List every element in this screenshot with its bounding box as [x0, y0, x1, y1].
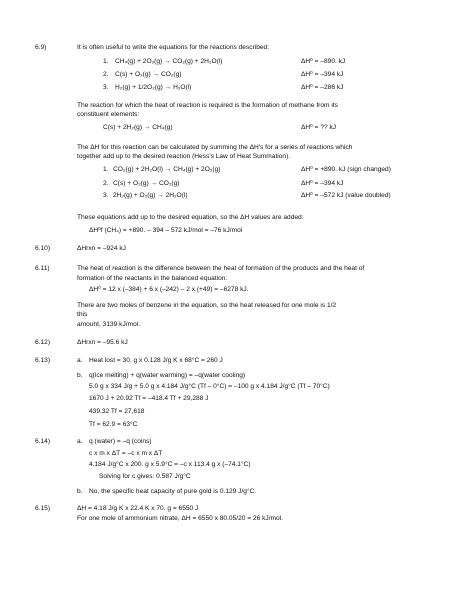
- paragraph-line: together add up to the desired reaction (Hess's Law of Heat Summation).: [77, 153, 291, 160]
- paragraph-line: The reaction for which the heat of reaction is required is the formation of methane from its: [77, 102, 338, 109]
- work-line: q (water) = –q (coins): [89, 438, 152, 445]
- part-b-answer: No, the specific heat capacity of pure gold is 0.129 J/g°C.: [89, 488, 257, 495]
- reaction-enthalpy: ΔH⁰ = –286 kJ: [301, 84, 344, 91]
- paragraph-line: this: [77, 311, 88, 318]
- work-line: Tf = 62.9 = 63°C: [89, 421, 138, 428]
- paragraph-line: The ΔH for this reaction can be calculated by summing the ΔH's for a series of reactions which: [77, 144, 353, 151]
- reaction-equation: H₂(g) + 1/2O₂(g) → H₂O(l): [115, 84, 192, 91]
- problem-number-6-15: 6.15): [35, 505, 51, 512]
- reaction-equation: 2H₂(g) + O₂(g) → 2H₂O(l): [113, 192, 188, 199]
- part-label: a.: [77, 438, 83, 445]
- target-equation: C(s) + 2H₂(g) → CH₄(g): [103, 124, 173, 131]
- reaction-label: 2.: [103, 71, 109, 78]
- work-line: For one mole of ammonium nitrate, ΔH = 6550 x 80.05/20 = 26 kJ/mol.: [77, 515, 283, 522]
- reaction-enthalpy: ΔH⁰ = +890. kJ (sign changed): [301, 166, 391, 173]
- problem-number-6-10: 6.10): [35, 245, 51, 252]
- enthalpy-equation: ΔH⁰ = 12 x (–384) + 6 x (–242) – 2 x (+49) = –6278 kJ.: [89, 286, 249, 293]
- problem-number-6-12: 6.12): [35, 339, 51, 346]
- work-line: 4.184 J/g°C x 200. g x 5.9°C = –c x 113.4 g x (–74.1°C): [89, 461, 251, 468]
- paragraph-line: The heat of reaction is the difference between the heat of formation of the products and the heat of: [77, 265, 365, 272]
- reaction-enthalpy: ΔH⁰ = –394 kJ: [301, 180, 344, 187]
- conclusion-text: These equations add up to the desired equation, so the ΔH values are added:: [77, 214, 304, 221]
- reaction-equation: C(s) + O₂(g) → CO₂(g): [115, 71, 182, 78]
- problem-6-10-answer: ΔHrxn = –924 kJ: [77, 245, 126, 252]
- reaction-enthalpy: ΔH⁰ = –394 kJ: [301, 71, 344, 78]
- reaction-label: 1.: [103, 58, 109, 65]
- reaction-equation: CH₄(g) + 2O₂(g) → CO₂(g) + 2H₂O(l): [115, 58, 223, 65]
- reaction-equation: CO₂(g) + 2H₂O(l) → CH₄(g) + 2O₂(g): [113, 166, 221, 173]
- part-a-answer: Heat lost = 30. g x 0.128 J/g K x 68°C = 260 J: [89, 357, 223, 364]
- problem-number-6-9: 6.9): [35, 44, 47, 51]
- target-enthalpy: ΔH⁰ = ?? kJ: [301, 124, 337, 131]
- problem-6-12-answer: ΔHrxn = –95.6 kJ: [77, 339, 128, 346]
- work-line: q(ice melting) + q(water warming) = –q(water cooling): [89, 372, 246, 379]
- result-equation: ΔH⁰f (CH₄) = +890. – 394 – 572 kJ/mol = –76 kJ/mol: [89, 227, 243, 234]
- problem-number-6-14: 6.14): [35, 438, 51, 445]
- work-line: c x m x ΔT = –c x m x ΔT: [89, 450, 163, 457]
- paragraph-line: constituent elements:: [77, 111, 140, 118]
- problem-number-6-13: 6.13): [35, 357, 51, 364]
- reaction-label: 3.: [103, 84, 109, 91]
- reaction-label: 2.: [103, 180, 109, 187]
- problem-6-9-intro: It is often useful to write the equations for the reactions described:: [77, 44, 270, 51]
- part-label: b.: [77, 372, 83, 379]
- reaction-label: 1.: [103, 166, 109, 173]
- problem-number-6-11: 6.11): [35, 265, 50, 272]
- work-line: 439.32 Tf = 27,618: [89, 408, 145, 415]
- reaction-label: 3.: [103, 192, 109, 199]
- reaction-enthalpy: ΔH⁰ = –572 kJ (value doubled): [301, 192, 391, 199]
- part-label: b.: [77, 488, 83, 495]
- part-label: a.: [77, 357, 83, 364]
- paragraph-line: amount, 3139 kJ/mol.: [77, 321, 141, 328]
- work-line: Solving for c gives: 0.587 J/g°C: [99, 473, 191, 480]
- reaction-enthalpy: ΔH⁰ = –890. kJ: [301, 58, 346, 65]
- work-line: 1670 J + 20.92 Tf = –418.4 Tf + 29,288 J: [89, 395, 209, 402]
- paragraph-line: formation of the reactants in the balanced equation:: [77, 275, 228, 282]
- work-line: ΔH = 4.18 J/g K x 22.4 K x 70. g = 6550 J: [77, 505, 199, 512]
- reaction-equation: C(s) + O₂(g) → CO₂(g): [113, 180, 180, 187]
- paragraph-line: There are two moles of benzene in the equation, so the heat released for one mole is 1/2: [77, 302, 337, 309]
- work-line: 5.0 g x 334 J/g + 5.0 g x 4.184 J/g°C (Tf – 0°C) = –100 g x 4.184 J/g°C (Tf – 70°C): [89, 383, 330, 390]
